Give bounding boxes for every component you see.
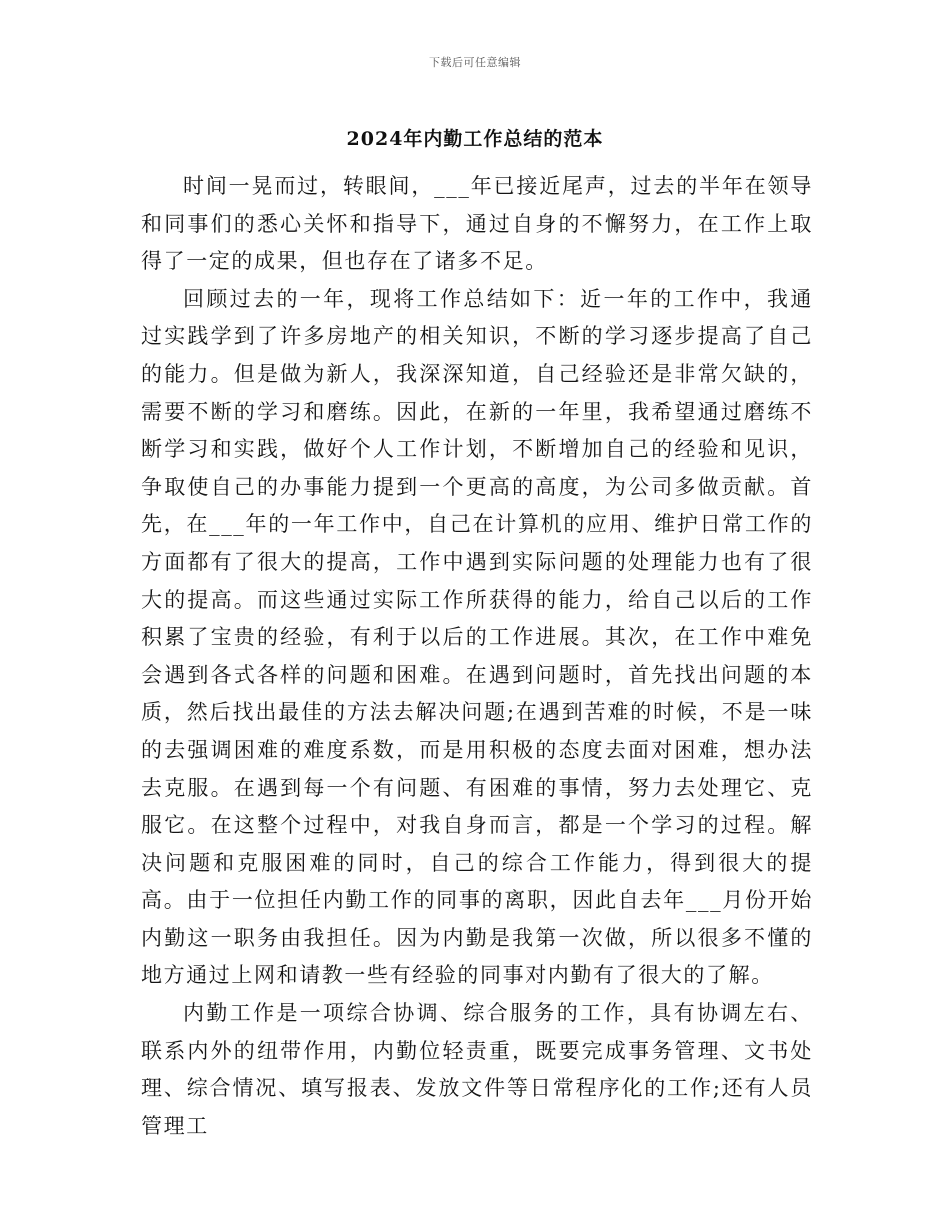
paragraph: 内勤工作是一项综合协调、综合服务的工作，具有协调左右、联系内外的纽带作用，内勤位轻责重，既要完成事务管理、文书处理、综合情况、填写报表、发放文件等日常程序化的工作;还有人员管理工 — [141, 1001, 813, 1138]
paragraph: 时间一晃而过，转眼间，___年已接近尾声，过去的半年在领导和同事们的悉心关怀和指导下，通过自身的不懈努力，在工作上取得了一定的成果，但也存在了诸多不足。 — [141, 174, 813, 274]
document-title: 2024年内勤工作总结的范本 — [346, 128, 604, 150]
document-body — [141, 168, 813, 1145]
paragraph: 回顾过去的一年，现将工作总结如下：近一年的工作中，我通过实践学到了许多房地产的相关知识，不断的学习逐步提高了自己的能力。但是做为新人，我深深知道，自己经验还是非常欠缺的，需要不断的学习和磨练。因此，在新的一年里，我希望通过磨练不断学习和实践，做好个人工作计划，不断增加自己的经验和见识，争取使自己的办事能力提到一个更高的高度，为公司多做贡献。首先，在___年的一年工作中，自己在计算机的应用、维护日常工作的方面都有了很大的提高，工作中遇到实际问题的处理能力也有了很大的提高。而这些通过实际工作所获得的能力，给自己以后的工作积累了宝贵的经验，有利于以后的工作进展。其次，在工作中难免会遇到各式各样的问题和困难。在遇到问题时，首先找出问题的本质，然后找出最佳的方法去解决问题;在遇到苦难的时候，不是一味的去强调困难的难度系数，而是用积极的态度去面对困难，想办法去克服。在遇到每一个有问题、有困难的事情，努力去处理它、克服它。在这整个过程中，对我自身而言，都是一个学习的过程。解决问题和克服困难的同时，自己的综合工作能力，得到很大的提高。由于一位担任内勤工作的同事的离职，因此自去年___月份开始内勤这一职务由我担任。因为内勤是我第一次做，所以很多不懂的地方通过上网和请教一些有经验的同事对内勤有了很大的了解。 — [141, 286, 813, 988]
header-note: 下载后可任意编辑 — [429, 56, 521, 69]
